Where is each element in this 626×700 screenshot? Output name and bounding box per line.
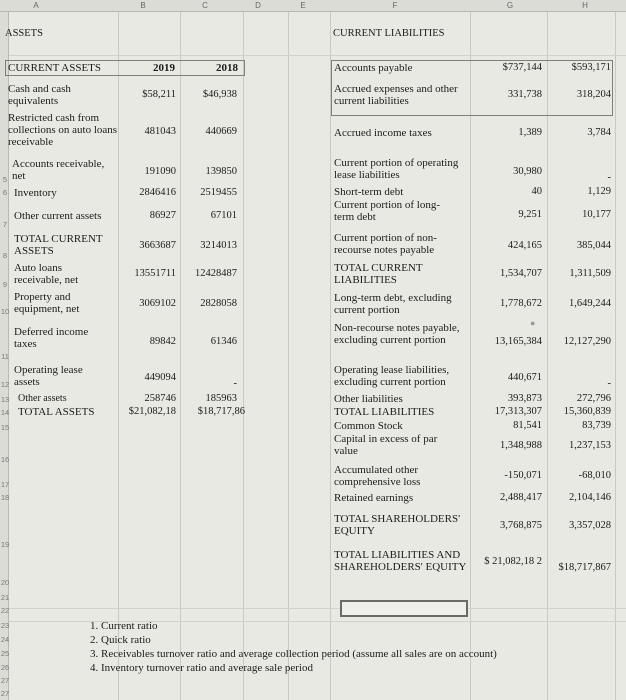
asset-value-2018: 3214013	[200, 240, 237, 251]
row-header[interactable]: 21	[0, 593, 10, 602]
liability-value-2018: 318,204	[576, 89, 611, 100]
row-header[interactable]: 7	[2, 220, 8, 229]
liability-value-2018: 385,044	[576, 240, 611, 251]
liability-value-2018: 1,649,244	[569, 298, 611, 309]
asset-value-2018: -	[233, 378, 237, 389]
liability-label: Accrued expenses and other current liabilities	[334, 83, 458, 107]
liability-label: TOTAL SHAREHOLDERS' EQUITY	[334, 513, 461, 537]
liability-value-2018: 1,237,153	[569, 440, 611, 451]
liability-label: Other liabilities	[334, 393, 403, 405]
liability-label: Common Stock	[334, 420, 403, 432]
row-header[interactable]: 12	[0, 380, 10, 389]
asset-value-2019: 89842	[149, 336, 176, 347]
row-header[interactable]: 10	[0, 307, 10, 316]
liability-value-2019: 30,980	[513, 166, 542, 177]
grid-line	[288, 12, 289, 700]
liability-value-2019: 3,768,875	[500, 520, 542, 531]
year-2018-header: 2018	[216, 62, 238, 74]
asset-value-2018: $18,717,86	[197, 406, 245, 417]
row-header[interactable]: 8	[2, 251, 8, 260]
liability-label: Accrued income taxes	[334, 127, 432, 139]
liability-label: Non-recourse notes payable, excluding current portion	[334, 322, 460, 346]
row-header[interactable]: 27	[0, 689, 10, 698]
asset-value-2019: $21,082,18	[128, 406, 176, 417]
asset-label: Inventory	[14, 187, 57, 199]
liability-value-2018: 1,311,509	[569, 268, 611, 279]
liability-value-2018: -	[607, 172, 611, 183]
question-item: 1. Current ratio	[90, 620, 158, 632]
row-header[interactable]: 13	[0, 395, 10, 404]
row-header[interactable]: 17	[0, 480, 10, 489]
asset-label: Operating lease assets	[14, 364, 83, 388]
answer-cell[interactable]	[340, 600, 468, 617]
row-header[interactable]: 23	[0, 621, 10, 630]
asset-value-2018: 185963	[205, 393, 237, 404]
column-header-d[interactable]: D	[255, 1, 261, 10]
liability-value-2019: 1,534,707	[500, 268, 542, 279]
row-header[interactable]: 18	[0, 493, 10, 502]
liability-label: TOTAL CURRENT LIABILITIES	[334, 262, 423, 286]
row-header[interactable]: 16	[0, 455, 10, 464]
row-header[interactable]: 15	[0, 423, 10, 432]
asset-value-2018: 67101	[210, 210, 237, 221]
asset-value-2018: 440669	[205, 126, 237, 137]
row-header[interactable]: 6	[2, 188, 8, 197]
liability-value-2019: 1,348,988	[500, 440, 542, 451]
asset-value-2019: 13551711	[134, 268, 176, 279]
liability-value-2019: 424,165	[507, 240, 542, 251]
liability-value-2019: 40	[531, 186, 542, 197]
asset-label: Other current assets	[14, 210, 102, 222]
liability-value-2018: 15,360,839	[563, 406, 611, 417]
grid-line	[118, 12, 119, 700]
liability-value-2019: 17,313,307	[494, 406, 542, 417]
row-header[interactable]: 25	[0, 649, 10, 658]
liability-value-2019: 1,389	[518, 127, 542, 138]
asset-value-2018: $46,938	[202, 89, 237, 100]
liability-label: Capital in excess of par value	[334, 433, 438, 457]
row-header[interactable]: 9	[2, 280, 8, 289]
column-header-a[interactable]: A	[33, 1, 39, 10]
current-assets-heading: CURRENT ASSETS	[8, 62, 102, 74]
liability-value-2019: 2,488,417	[500, 492, 542, 503]
liability-value-2019: -150,071	[504, 470, 542, 481]
asset-label: TOTAL ASSETS	[18, 406, 95, 418]
liability-label: Current portion of non-recourse notes payable	[334, 232, 437, 256]
liability-value-2018: 12,127,290	[563, 336, 611, 347]
liability-value-2018: 83,739	[582, 420, 611, 431]
liability-label: Accumulated other comprehensive loss	[334, 464, 421, 488]
liability-label: Short-term debt	[334, 186, 404, 198]
liability-label: TOTAL LIABILITIES	[334, 406, 435, 418]
column-header-e[interactable]: E	[300, 1, 306, 10]
grid-line	[615, 12, 616, 700]
asset-value-2019: 481043	[144, 126, 176, 137]
liability-value-2018: 2,104,146	[569, 492, 611, 503]
grid-line	[243, 12, 244, 700]
liability-value-2018: $593,171	[571, 62, 611, 73]
liability-value-2019: 9,251	[518, 209, 542, 220]
liability-value-2019: 1,778,672	[500, 298, 542, 309]
column-header-bar	[0, 0, 626, 12]
asset-value-2018: 61346	[210, 336, 237, 347]
asset-label: Deferred income taxes	[14, 326, 89, 350]
asset-label: Auto loans receivable, net	[14, 262, 79, 286]
asset-value-2018: 12428487	[195, 268, 237, 279]
liability-value-2018: 3,357,028	[569, 520, 611, 531]
liability-value-2019: $ 21,082,18 2	[484, 556, 542, 567]
question-item: 4. Inventory turnover ratio and average sale period	[90, 662, 313, 674]
liability-value-2018: $18,717,867	[558, 562, 611, 573]
asset-value-2019: 86927	[149, 210, 176, 221]
dot-icon: ●	[530, 318, 536, 328]
column-header-g[interactable]: G	[506, 1, 514, 10]
row-header[interactable]: 22	[0, 606, 10, 615]
liability-value-2019: 440,671	[507, 372, 542, 383]
column-header-h[interactable]: H	[582, 1, 588, 10]
row-header[interactable]: 19	[0, 540, 10, 549]
liability-label: Accounts payable	[334, 62, 413, 74]
liability-value-2019: 393,873	[507, 393, 542, 404]
asset-label: Property and equipment, net	[14, 291, 80, 315]
row-header[interactable]: 14	[0, 408, 10, 417]
asset-value-2019: $58,211	[142, 89, 176, 100]
liability-value-2018: -68,010	[578, 470, 611, 481]
asset-label: TOTAL CURRENT ASSETS	[14, 233, 103, 257]
asset-value-2019: 2846416	[139, 187, 176, 198]
liability-label: Long-term debt, excluding current portion	[334, 292, 452, 316]
asset-label: Accounts receivable, net	[12, 158, 105, 182]
column-header-b[interactable]: B	[140, 1, 146, 10]
assets-heading: ASSETS	[5, 28, 43, 39]
row-header[interactable]: 24	[0, 635, 10, 644]
liability-label: Current portion of long-term debt	[334, 199, 441, 223]
grid-line	[9, 55, 626, 56]
liability-value-2018: 3,784	[587, 127, 611, 138]
liability-value-2019: 331,738	[507, 89, 542, 100]
column-header-f[interactable]: F	[392, 1, 398, 10]
asset-value-2018: 2519455	[200, 187, 237, 198]
liability-value-2018: 272,796	[576, 393, 611, 404]
asset-label: Other assets	[18, 393, 67, 404]
row-header[interactable]: 5	[2, 175, 8, 184]
liability-value-2018: 1,129	[587, 186, 611, 197]
asset-value-2019: 191090	[144, 166, 176, 177]
liability-value-2018: -	[607, 378, 611, 389]
liability-value-2019: 13,165,384	[494, 336, 542, 347]
question-item: 3. Receivables turnover ratio and average collection period (assume all sales are on account)	[90, 648, 497, 660]
liability-value-2019: 81,541	[513, 420, 542, 431]
liability-label: Operating lease liabilities, excluding current portion	[334, 364, 450, 388]
asset-value-2019: 449094	[144, 372, 176, 383]
asset-label: Restricted cash from collections on auto loans receivable	[8, 112, 118, 148]
asset-value-2019: 3663687	[139, 240, 176, 251]
asset-value-2019: 3069102	[139, 298, 176, 309]
asset-value-2019: 258746	[144, 393, 176, 404]
liability-value-2018: 10,177	[582, 209, 611, 220]
liability-value-2019: $737,144	[502, 62, 542, 73]
liability-label: TOTAL LIABILITIES AND SHAREHOLDERS' EQUITY	[334, 549, 467, 573]
asset-value-2018: 139850	[205, 166, 237, 177]
asset-value-2018: 2828058	[200, 298, 237, 309]
row-header[interactable]: 27	[0, 676, 10, 685]
column-header-c[interactable]: C	[202, 1, 208, 10]
liability-label: Retained earnings	[334, 492, 414, 504]
row-header[interactable]: 26	[0, 663, 10, 672]
year-2019-header: 2019	[153, 62, 175, 74]
grid-line	[9, 608, 626, 609]
asset-label: Cash and cash equivalents	[8, 83, 71, 107]
row-header[interactable]: 11	[1, 352, 9, 361]
liability-label: Current portion of operating lease liabilities	[334, 157, 459, 181]
question-item: 2. Quick ratio	[90, 634, 151, 646]
row-header[interactable]: 20	[0, 578, 10, 587]
current-liabilities-heading: CURRENT LIABILITIES	[333, 28, 445, 39]
grid-line	[180, 12, 181, 700]
